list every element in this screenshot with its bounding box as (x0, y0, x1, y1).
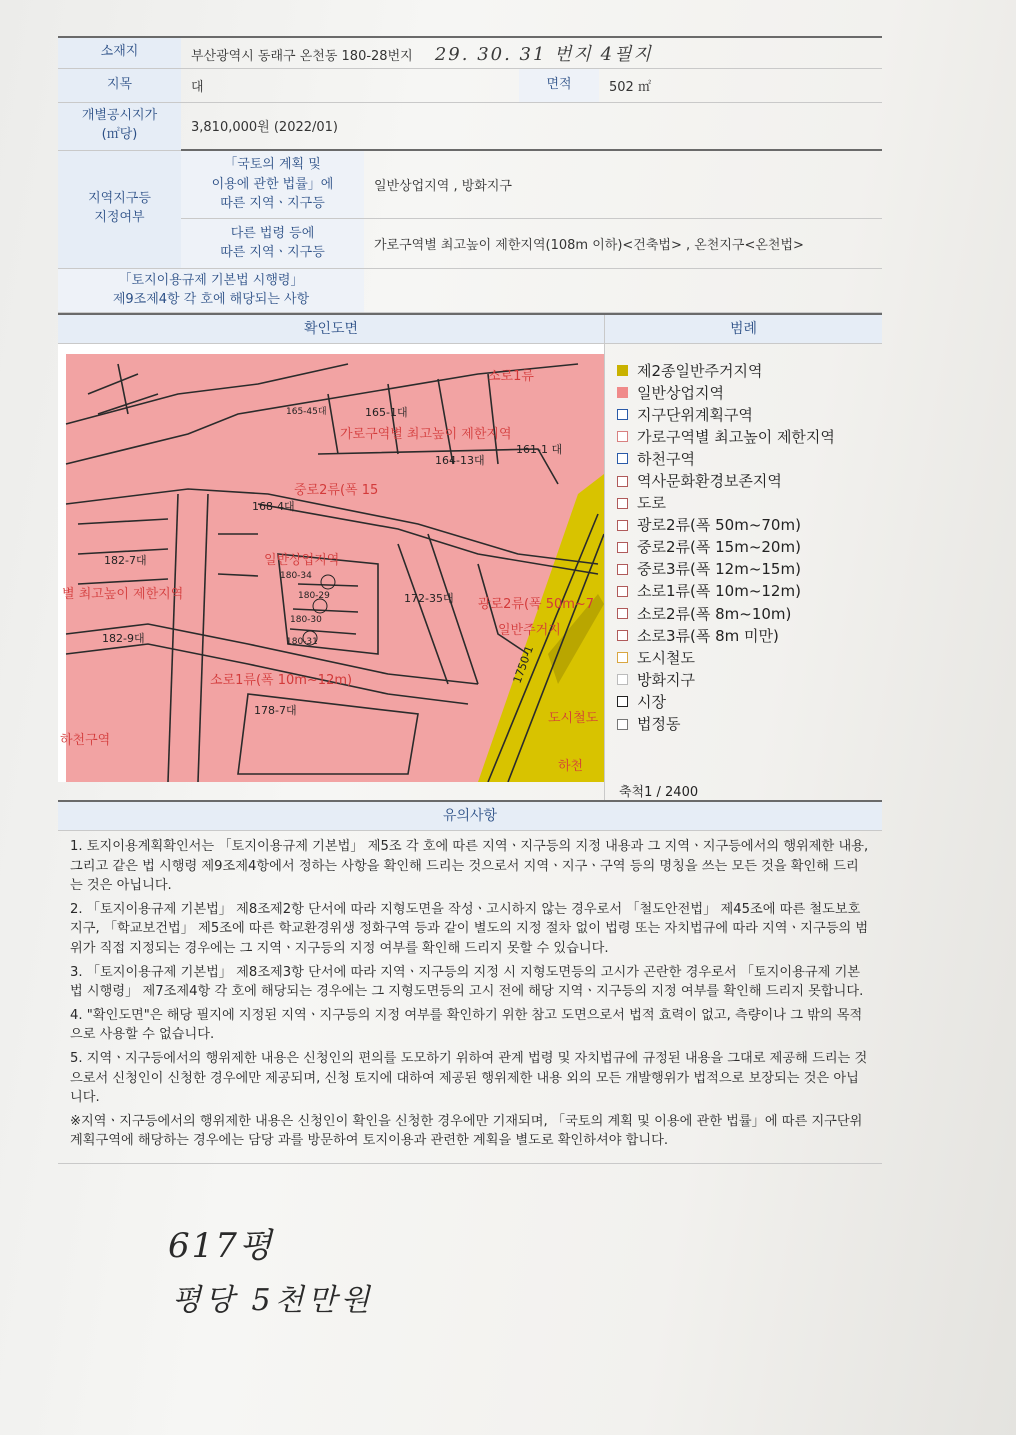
national-law-label: 「국토의 계획 및 이용에 관한 법률」에 따른 지역ㆍ지구등 (181, 150, 364, 218)
map-zone-label: 하천구역 (60, 732, 111, 748)
legend-item-label: 중로2류(폭 15m~20m) (637, 538, 801, 557)
map-zone-label: 가로구역별 최고높이 제한지역 (340, 426, 512, 442)
legend-item (617, 713, 882, 735)
legend-item (617, 580, 882, 602)
legend-item (617, 470, 882, 492)
lot-label: 1750-1 (510, 643, 537, 685)
notes-body (58, 831, 882, 1151)
legend-swatch (617, 630, 628, 641)
decree-value (364, 268, 882, 312)
legend-item-label: 소로3류(폭 8m 미만) (637, 626, 779, 645)
decree-label: 「토지이용규제 기본법 시행령」 제9조제4항 각 호에 해당되는 사항 (58, 268, 364, 312)
other-law-value: 가로구역별 최고높이 제한지역(108m 이하)<건축법> , 온천지구<온천법> (364, 218, 882, 268)
price-value: 3,810,000원 (2022/01) (181, 102, 882, 150)
legend-item-label: 지구단위계획구역 (637, 405, 753, 424)
map-drawing (58, 354, 604, 782)
info-table (58, 38, 882, 313)
lot-label: 178-7대 (254, 703, 297, 717)
legend-item (617, 536, 882, 558)
lot-label: 161-1 대 (516, 442, 563, 456)
legend-swatch (617, 542, 628, 553)
note-item: 4. "확인도면"은 해당 필지에 지정된 지역ㆍ지구등의 지정 여부를 확인하기 위한 참고 도면으로서 법적 효력이 없고, 측량이나 그 밖의 목적으로 사용할 수 없습니다. (70, 1007, 863, 1043)
legend-item (617, 669, 882, 691)
lot-label: 164-13대 (435, 453, 485, 467)
legend-item (617, 360, 882, 382)
handwritten-lot-numbers: 29. 30. 31 번지 4필지 (434, 43, 653, 65)
area-label: 면적 (519, 68, 599, 102)
legend-panel (604, 315, 882, 801)
legend-item-label: 소로1류(폭 10m~12m) (637, 582, 801, 601)
note-item: 5. 지역ㆍ지구등에서의 행위제한 내용은 신청인의 편의를 도모하기 위하여 관계 법령 및 자치법규에 규정된 내용을 그대로 제공해 드리는 것으로서 신청인이 신청한 경우에만 제공되며, 신청 토지에 대하여 제공된 행위제한 내용 외의 모든 개발행위가 법적으로 보장되는 것은 아닙니다. (70, 1051, 868, 1106)
legend-swatch (617, 409, 628, 420)
legend-item (617, 514, 882, 536)
legend-item-label: 소로2류(폭 8m~10m) (637, 604, 792, 623)
lot-label: 182-9대 (102, 631, 145, 645)
handwritten-note (168, 1218, 374, 1319)
category-label: 지목 (58, 68, 181, 102)
legend-swatch (617, 498, 628, 509)
price-label: 개별공시지가 (㎡당) (58, 102, 181, 150)
note-item: ※지역ㆍ지구등에서의 행위제한 내용은 신청인이 확인을 신청한 경우에만 기재되며, 「국토의 계획 및 이용에 관한 법률」에 따른 지구단위계획구역에 해당하는 경우에는 담당 과를 방문하여 토지이용과 관련한 계획을 별도로 확인하셔야 합니다. (70, 1113, 863, 1149)
legend-item-label: 도로 (637, 494, 666, 513)
legend-item (617, 426, 882, 448)
note-item: 1. 토지이용계획확인서는 「토지이용규제 기본법」 제5조 각 호에 따른 지역ㆍ지구등의 지정 내용과 그 지역ㆍ지구등에서의 행위제한 내용, 그리고 같은 법 시행령 제9조제4항에서 정하는 사항을 확인해 드리는 것으로서 지역ㆍ지구ㆍ구역 등의 명칭을 쓰는 모든 것을 확인해 드리는 것은 아닙니다. (70, 839, 869, 894)
legend-list (605, 344, 882, 736)
map-zone-label: 별 최고높이 제한지역 (62, 586, 184, 602)
legend-item-label: 방화지구 (637, 670, 695, 689)
legend-title: 범례 (605, 315, 882, 344)
legend-item-label: 역사문화환경보존지역 (637, 472, 782, 491)
legend-item-label: 중로3류(폭 12m~15m) (637, 560, 801, 579)
location-text: 부산광역시 동래구 온천동 180-28번지 (191, 48, 413, 64)
legend-swatch (617, 652, 628, 663)
legend-swatch (617, 365, 628, 376)
legend-swatch (617, 453, 628, 464)
legend-item (617, 448, 882, 470)
legend-item (617, 492, 882, 514)
lot-label: 180-31 (286, 636, 318, 647)
legend-swatch (617, 520, 628, 531)
map-section (58, 313, 882, 801)
area-value: 502 ㎡ (599, 68, 882, 102)
legend-swatch (617, 696, 628, 707)
legend-swatch (617, 387, 628, 398)
legend-item-label: 도시철도 (637, 648, 695, 667)
legend-item (617, 404, 882, 426)
note-item: 3. 「토지이용규제 기본법」 제8조제3항 단서에 따라 지역ㆍ지구등의 지정 시 지형도면등의 고시가 곤란한 경우로서 「토지이용규제 기본법 시행령」 제7조제4항 각 호에 해당되는 경우에는 그 지형도면등의 고시 전에 해당 지역ㆍ지구등의 지정 여부를 확인해 드리지 못합니다. (70, 964, 864, 1000)
legend-swatch (617, 719, 628, 730)
map-zone-label: 광로2류(폭 50m~7 (478, 596, 595, 612)
map-zone-label: 일반주거지 (498, 622, 561, 638)
legend-item (617, 647, 882, 669)
other-law-label: 다른 법령 등에 따른 지역ㆍ지구등 (181, 218, 364, 268)
map-zone-label: 도시철도 (548, 710, 599, 726)
confirmation-map (58, 354, 604, 782)
handwritten-area: 617평 (168, 1226, 274, 1266)
legend-swatch (617, 431, 628, 442)
lot-label: 165-1대 (365, 405, 408, 419)
legend-swatch (617, 608, 628, 619)
legend-item (617, 603, 882, 625)
map-panel (58, 315, 604, 801)
legend-swatch (617, 586, 628, 597)
category-value: 대 (181, 68, 519, 102)
map-zone-label: 소로1류(폭 10m~12m) (210, 672, 353, 688)
legend-swatch (617, 564, 628, 575)
land-use-plan-certificate (58, 36, 882, 1164)
legend-swatch (617, 476, 628, 487)
zoning-group-label: 지역지구등 지정여부 (58, 150, 181, 268)
note-item: 2. 「토지이용규제 기본법」 제8조제2항 단서에 따라 지형도면을 작성ㆍ고시하지 않는 경우로서 「철도안전법」 제45조에 따른 철도보호지구, 「학교보건법」 제5조에 따른 학교환경위생 정화구역 등과 같이 별도의 지정 절차 없이 법령 또는 자치법규에 따라 지역ㆍ지구등의 범위가 직접 지정되는 경우에는 그 지역ㆍ지구등의 지정 여부를 확인해 드리지 못할 수 있습니다. (70, 901, 869, 957)
legend-item-label: 시장 (637, 692, 666, 711)
legend-item-label: 제2종일반주거지역 (637, 361, 763, 380)
handwritten-price: 평당 5천만원 (172, 1283, 374, 1318)
notes-title: 유의사항 (58, 800, 882, 831)
map-zone-label: 하천 (558, 758, 584, 774)
lot-label: 168-4대 (252, 499, 295, 513)
map-zone-label: 일반상업지역 (264, 552, 340, 568)
location-value (181, 38, 882, 68)
lot-label: 182-7대 (104, 553, 147, 567)
map-scale: 축척1 / 2400 (619, 785, 699, 801)
legend-item (617, 625, 882, 647)
lot-label: 180-29 (298, 590, 330, 601)
legend-item-label: 하천구역 (637, 449, 695, 468)
legend-item-label: 광로2류(폭 50m~70m) (637, 516, 801, 535)
map-zone-label: 중로2류(폭 15 (294, 482, 379, 498)
legend-item-label: 가로구역별 최고높이 제한지역 (637, 427, 835, 446)
national-law-value: 일반상업지역 , 방화지구 (364, 150, 882, 218)
legend-item (617, 691, 882, 713)
lot-label: 180-34 (280, 570, 312, 581)
legend-swatch (617, 674, 628, 685)
location-label: 소재지 (58, 38, 181, 68)
map-title: 확인도면 (58, 315, 604, 344)
lot-label: 172-35대 (404, 591, 454, 605)
lot-label: 165-45대 (286, 406, 327, 417)
legend-item (617, 382, 882, 404)
legend-item-label: 일반상업지역 (637, 383, 724, 402)
legend-item (617, 558, 882, 580)
legend-item-label: 법정동 (637, 715, 681, 734)
map-zone-label: 소로1류 (488, 368, 534, 384)
lot-label: 180-30 (290, 614, 322, 625)
